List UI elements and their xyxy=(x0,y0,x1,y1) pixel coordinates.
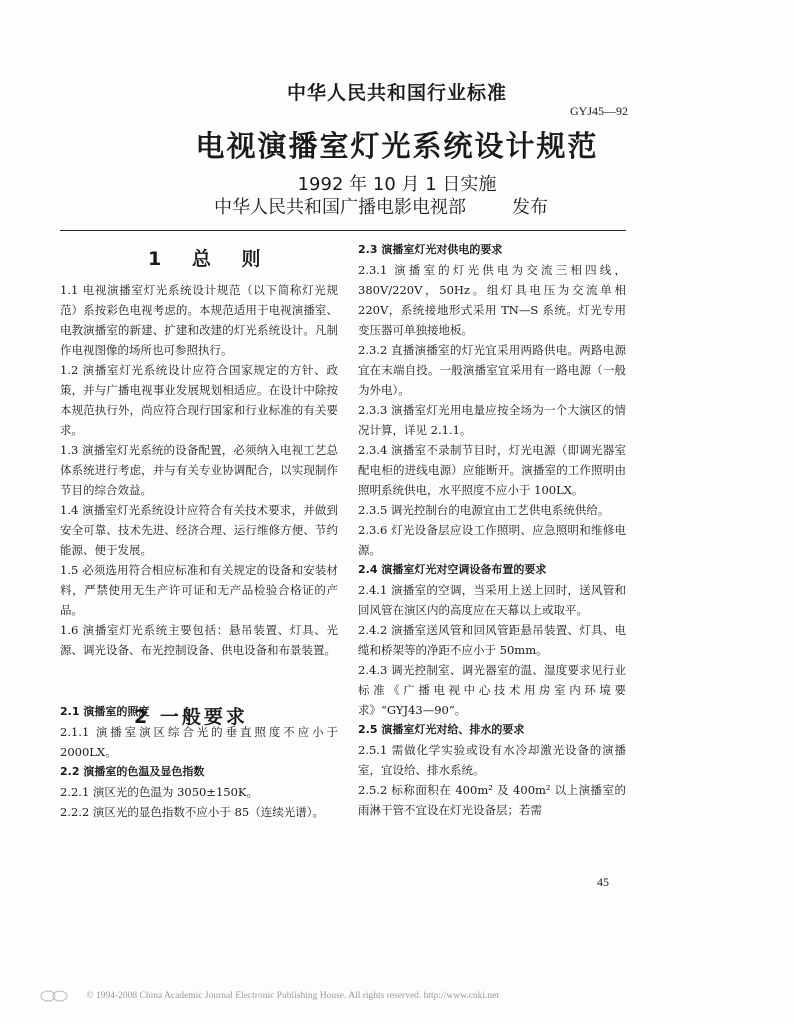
implementation-date: 1992 年 10 月 1 日实施 xyxy=(297,174,497,195)
clause-2-5-2: 2.5.2 标称面积在 400m² 及 400m² 以上演播室的雨淋干管不宜设在灯光设备层；若需 xyxy=(358,783,626,817)
publisher: 中华人民共和国广播电影电视部 xyxy=(214,197,466,218)
right-column xyxy=(358,240,626,820)
clause-2-3-4: 2.3.4 演播室不录制节目时，灯光电源（即调光器室配电柜的进线电源）应能断开。演播室的工作照明由照明系统供电，水平照度不应小于 100LX。 xyxy=(358,443,626,497)
standard-category-heading: 中华人民共和国行业标准 xyxy=(286,82,507,104)
clause-2-4-3: 2.4.3 调光控制室、调光器室的温、湿度要求见行业标准《广播电视中心技术用房室内环境要求》“GYJ43—90”。 xyxy=(358,663,626,717)
clause-2-4-1: 2.4.1 演播室的空调，当采用上送上回时，送风管和回风管在演区内的高度应在天幕以上或取平。 xyxy=(358,583,626,617)
subheading-2-1: 2.1 演播室的照度 xyxy=(60,705,150,718)
clause-1-4: 1.4 演播室灯光系统设计应符合有关技术要求，并做到安全可靠、技术先进、经济合理、运行维修方便、节约能源、便于发展。 xyxy=(60,503,338,557)
cnki-logo-icon xyxy=(40,990,68,1002)
clause-2-3-6: 2.3.6 灯光设备层应设工作照明、应急照明和维修电源。 xyxy=(358,523,626,557)
clause-2-2-2: 2.2.2 演区光的显色指数不应小于 85（连续光谱）。 xyxy=(60,805,324,819)
copyright-footer xyxy=(40,990,754,1002)
subheading-2-3: 2.3 演播室灯光对供电的要求 xyxy=(358,243,503,256)
clause-2-3-3: 2.3.3 演播室灯光用电量应按全场为一个大演区的情况计算，详见 2.1.1。 xyxy=(358,403,626,437)
clause-1-6: 1.6 演播室灯光系统主要包括：悬吊装置、灯具、光源、调光设备、布光控制设备、供电设备和布景装置。 xyxy=(60,623,338,657)
clause-2-3-1: 2.3.1 演播室的灯光供电为交流三相四线，380V/220V，50Hz。组灯具电压为交流单相220V，系统接地形式采用 TN—S 系统。灯光专用变压器可单独接地板。 xyxy=(358,263,626,337)
clause-2-4-2: 2.4.2 演播室送风管和回风管距悬吊装置、灯具、电缆和桥架等的净距不应小于 50mm。 xyxy=(358,623,626,657)
section-heading-general-requirements: 2 一般要求 xyxy=(134,706,248,728)
subheading-2-2: 2.2 演播室的色温及显色指数 xyxy=(60,765,205,778)
document-title: 电视演播室灯光系统设计规范 xyxy=(195,129,599,163)
clause-1-5: 1.5 必须选用符合相应标准和有关规定的设备和安装材料，严禁使用无生产许可证和无产品检验合格证的产品。 xyxy=(60,563,338,617)
clause-2-3-5: 2.3.5 调光控制台的电源宜由工艺供电系统供给。 xyxy=(358,503,610,517)
header-divider xyxy=(60,230,626,231)
clause-2-3-2: 2.3.2 直播演播室的灯光宜采用两路供电。两路电源宜在末端自投。一般演播室宜采用有一路电源（一般为外电）。 xyxy=(358,343,626,397)
clause-1-1: 1.1 电视演播室灯光系统设计规范（以下简称灯光规范）系按彩色电视考虑的。本规范适用于电视演播室、电教演播室的新建、扩建和改建的灯光系统设计。凡制作电视图像的场所也可参照执行。 xyxy=(60,283,338,357)
copyright-text: © 1994-2008 China Academic Journal Electronic Publishing House. All rights reserved. http://www.cnki.net xyxy=(86,991,500,1002)
section-spacer xyxy=(60,660,338,702)
publish-label: 发布 xyxy=(512,197,548,218)
subheading-2-5: 2.5 演播室灯光对给、排水的要求 xyxy=(358,723,525,736)
clause-1-3: 1.3 演播室灯光系统的设备配置，必须纳入电视工艺总体系统进行考虑，并与有关专业协调配合，以实现制作节目的综合效益。 xyxy=(60,443,338,497)
page-number: 45 xyxy=(597,875,609,889)
left-column xyxy=(60,280,338,822)
section-heading-general-principles: 1 总 则 xyxy=(148,248,273,270)
clause-2-2-1: 2.2.1 演区光的色温为 3050±150K。 xyxy=(60,785,259,799)
subheading-2-4: 2.4 演播室灯光对空调设备布置的要求 xyxy=(358,563,547,576)
standard-number: GYJ45—92 xyxy=(569,104,628,118)
clause-1-2: 1.2 演播室灯光系统设计应符合国家规定的方针、政策，并与广播电视事业发展规划相适应。在设计中除按本规范执行外，尚应符合现行国家和行业标准的有关要求。 xyxy=(60,363,338,437)
clause-2-1-1: 2.1.1 演播室演区综合光的垂直照度不应小于 2000LX。 xyxy=(60,725,338,759)
clause-2-5-1: 2.5.1 需做化学实验或设有水冷却激光设备的演播室，宜设给、排水系统。 xyxy=(358,743,626,777)
